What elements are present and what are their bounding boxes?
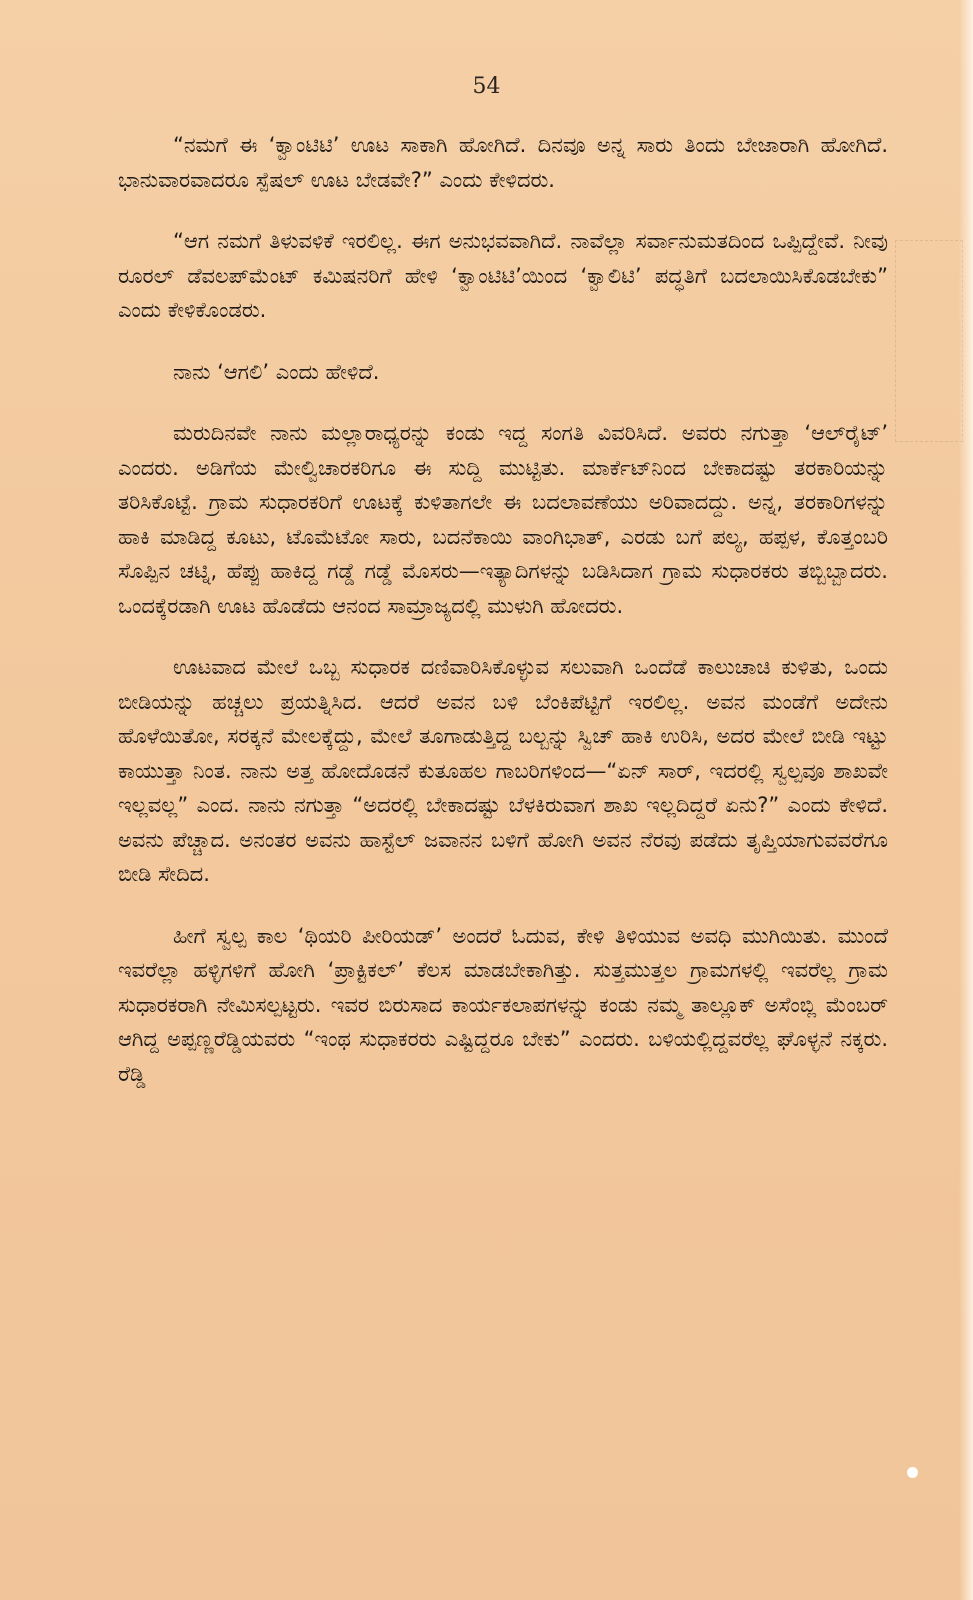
paragraph: “ನಮಗೆ ಈ ‘ಕ್ವಾಂಟಿಟಿ’ ಊಟ ಸಾಕಾಗಿ ಹೋಗಿದೆ. ದಿನವೂ ಅನ್ನ ಸಾರು ತಿಂದು ಬೇಜಾರಾಗಿ ಹೋಗಿದೆ. ಭಾನುವಾರವಾದರೂ ಸ್ಪೆಷಲ್ ಊಟ ಬೇಡವೇ?” ಎಂದು ಕೇಳಿದರು. [118,133,888,192]
paragraph: ಮರುದಿನವೇ ನಾನು ಮಲ್ಲಾರಾಧ್ಯರನ್ನು ಕಂಡು ಇದ್ದ ಸಂಗತಿ ವಿವರಿಸಿದೆ. ಅವರು ನಗುತ್ತಾ ‘ಆಲ್‌ರೈಟ್’ ಎಂದರು. ಅಡಿಗೆಯ ಮೇಲ್ವಿಚಾರಕರಿಗೂ ಈ ಸುದ್ದಿ ಮುಟ್ಟಿತು. ಮಾರ್ಕೆಟ್‌ನಿಂದ ಬೇಕಾದಷ್ಟು ತರಕಾರಿಯನ್ನು ತರಿಸಿಕೊಟ್ಟೆ. ಗ್ರಾಮ ಸುಧಾರಕರಿಗೆ ಊಟಕ್ಕೆ ಕುಳಿತಾಗಲೇ ಈ ಬದಲಾವಣೆಯು ಅರಿವಾದದ್ದು. ಅನ್ನ, ತರಕಾರಿಗಳನ್ನು ಹಾಕಿ ಮಾಡಿದ್ದ ಕೂಟು, ಟೊಮೆಟೋ ಸಾರು, ಬದನೆಕಾಯಿ ವಾಂಗಿಭಾತ್, ಎರಡು ಬಗೆ ಪಲ್ಯ, ಹಪ್ಪಳ, ಕೊತ್ತಂಬರಿ ಸೊಪ್ಪಿನ ಚಟ್ನಿ, ಹೆಪ್ಪು ಹಾಕಿದ್ದ ಗಡ್ಡೆ ಗಡ್ಡೆ ಮೊಸರು—ಇತ್ಯಾದಿಗಳನ್ನು ಬಡಿಸಿದಾಗ ಗ್ರಾಮ ಸುಧಾರಕರು ತಬ್ಬಿಬ್ಬಾದರು. ಒಂದಕ್ಕೆರಡಾಗಿ ಊಟ ಹೊಡೆದು ಆನಂದ ಸಾಮ್ರಾಜ್ಯದಲ್ಲಿ ಮುಳುಗಿ ಹೋದರು. [118,421,888,618]
paper-spot [907,1467,918,1478]
page-number: 54 [472,74,501,99]
paragraph: ನಾನು ‘ಆಗಲಿ’ ಎಂದು ಹೇಳಿದೆ. [173,359,380,384]
paragraph: “ಆಗ ನಮಗೆ ತಿಳುವಳಿಕೆ ಇರಲಿಲ್ಲ. ಈಗ ಅನುಭವವಾಗಿದೆ. ನಾವೆಲ್ಲಾ ಸರ್ವಾನುಮತದಿಂದ ಒಪ್ಪಿದ್ದೇವೆ. ನೀವು ರೂರಲ್ ಡೆವಲಪ್‌ಮೆಂಟ್ ಕಮಿಷನರಿಗೆ ಹೇಳಿ ‘ಕ್ವಾಂಟಿಟಿ’ಯಿಂದ ‘ಕ್ವಾಲಿಟಿ’ ಪದ್ಧತಿಗೆ ಬದಲಾಯಿಸಿಕೊಡಬೇಕು” ಎಂದು ಕೇಳಿಕೊಂಡರು. [118,229,888,322]
bleed-through-mark [895,240,963,442]
paragraph: ಹೀಗೆ ಸ್ವಲ್ಪ ಕಾಲ ‘ಥಿಯರಿ ಪೀರಿಯಡ್’ ಅಂದರೆ ಓದುವ, ಕೇಳಿ ತಿಳಿಯುವ ಅವಧಿ ಮುಗಿಯಿತು. ಮುಂದೆ ಇವರೆಲ್ಲಾ ಹಳ್ಳಿಗಳಿಗೆ ಹೋಗಿ ‘ಪ್ರಾಕ್ಟಿಕಲ್’ ಕೆಲಸ ಮಾಡಬೇಕಾಗಿತ್ತು. ಸುತ್ತಮುತ್ತಲ ಗ್ರಾಮಗಳಲ್ಲಿ ಇವರೆಲ್ಲ ಗ್ರಾಮ ಸುಧಾರಕರಾಗಿ ನೇಮಿಸಲ್ಪಟ್ಟರು. ಇವರ ಬಿರುಸಾದ ಕಾರ್ಯಕಲಾಪಗಳನ್ನು ಕಂಡು ನಮ್ಮ ತಾಲ್ಲೂಕ್ ಅಸೆಂಬ್ಲಿ ಮೆಂಬರ್ ಆಗಿದ್ದ ಅಪ್ಪಣ್ಣರೆಡ್ಡಿಯವರು “ಇಂಥ ಸುಧಾಕರರು ಎಷ್ಟಿದ್ದರೂ ಬೇಕು” ಎಂದರು. ಬಳಿಯಲ್ಲಿದ್ದವರೆಲ್ಲ ಘೊಳ್ಳನೆ ನಕ್ಕರು. ರೆಡ್ಡಿ [118,923,888,1086]
bleed-through-header [150,42,870,72]
paragraph: ಊಟವಾದ ಮೇಲೆ ಒಬ್ಬ ಸುಧಾರಕ ದಣಿವಾರಿಸಿಕೊಳ್ಳುವ ಸಲುವಾಗಿ ಒಂದೆಡೆ ಕಾಲುಚಾಚಿ ಕುಳಿತು, ಒಂದು ಬೀಡಿಯನ್ನು ಹಚ್ಚಲು ಪ್ರಯತ್ನಿಸಿದ. ಆದರೆ ಅವನ ಬಳಿ ಬೆಂಕಿಪೆಟ್ಟಿಗೆ ಇರಲಿಲ್ಲ. ಅವನ ಮಂಡೆಗೆ ಅದೇನು ಹೊಳೆಯಿತೋ, ಸರಕ್ಕನೆ ಮೇಲಕ್ಕೆದ್ದು, ಮೇಲೆ ತೂಗಾಡುತ್ತಿದ್ದ ಬಲ್ಬನ್ನು ಸ್ವಿಚ್ ಹಾಕಿ ಉರಿಸಿ, ಅದರ ಮೇಲೆ ಬೀಡಿ ಇಟ್ಟು ಕಾಯುತ್ತಾ ನಿಂತ. ನಾನು ಅತ್ತ ಹೋದೊಡನೆ ಕುತೂಹಲ ಗಾಬರಿಗಳಿಂದ—“ಏನ್ ಸಾರ್, ಇದರಲ್ಲಿ ಸ್ವಲ್ಪವೂ ಶಾಖವೇ ಇಲ್ಲವಲ್ಲ” ಎಂದ. ನಾನು ನಗುತ್ತಾ “ಅದರಲ್ಲಿ ಬೇಕಾದಷ್ಟು ಬೆಳಕಿರುವಾಗ ಶಾಖ ಇಲ್ಲದಿದ್ದರೆ ಏನು?” ಎಂದು ಕೇಳಿದೆ. ಅವನು ಪೆಚ್ಚಾದ. ಅನಂತರ ಅವನು ಹಾಸ್ಟೆಲ್ ಜವಾನನ ಬಳಿಗೆ ಹೋಗಿ ಅವನ ನೆರವು ಪಡೆದು ತೃಪ್ತಿಯಾಗುವವರೆಗೂ ಬೀಡಿ ಸೇದಿದ. [118,655,888,886]
body-text [118,128,888,1118]
page-edge [959,0,973,1600]
